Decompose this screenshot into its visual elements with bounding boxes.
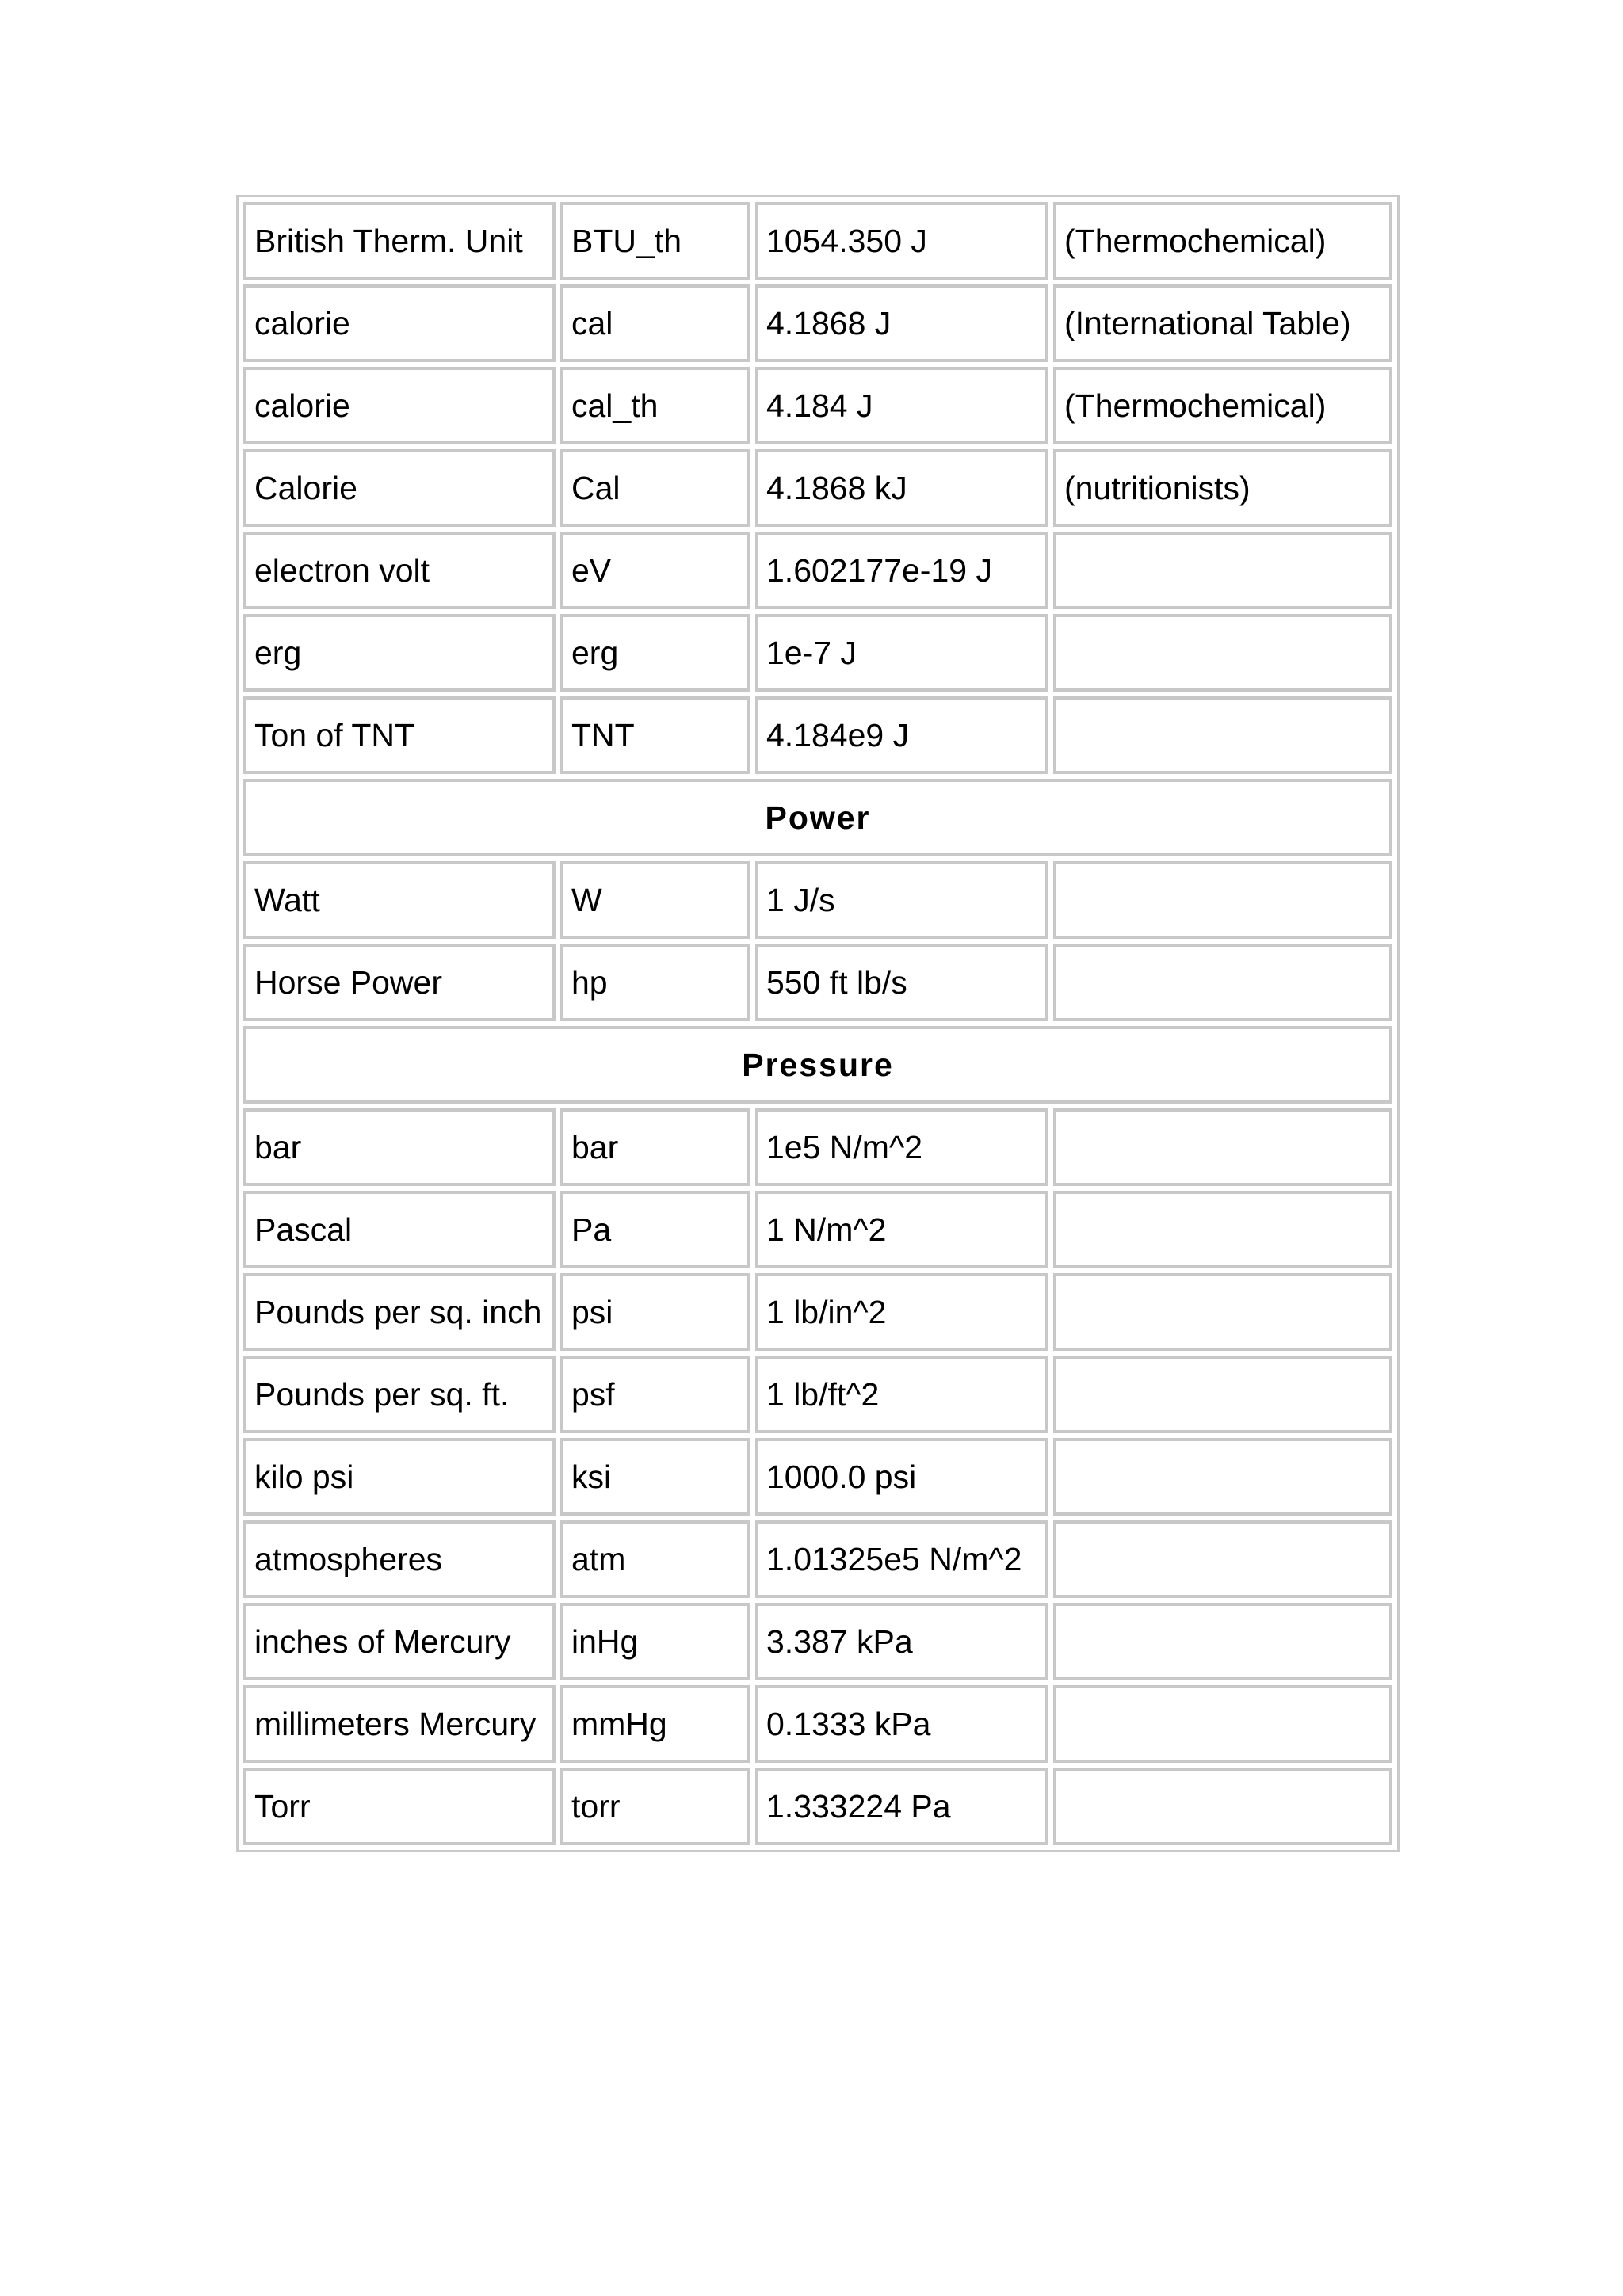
unit-symbol-cell: cal_th <box>560 367 750 444</box>
unit-symbol-cell: torr <box>560 1768 750 1845</box>
unit-note-cell: (Thermochemical) <box>1053 367 1392 444</box>
unit-symbol-cell: ksi <box>560 1438 750 1516</box>
unit-value-cell: 1 J/s <box>755 861 1048 939</box>
table-row <box>243 944 1392 1021</box>
unit-symbol-cell: bar <box>560 1108 750 1186</box>
unit-value-cell: 1.01325e5 N/m^2 <box>755 1520 1048 1598</box>
unit-name-cell: calorie <box>243 284 556 362</box>
unit-symbol-cell: cal <box>560 284 750 362</box>
unit-value-cell: 1e5 N/m^2 <box>755 1108 1048 1186</box>
unit-name-cell: Watt <box>243 861 556 939</box>
unit-name-cell: Pounds per sq. ft. <box>243 1356 556 1433</box>
unit-note-cell <box>1053 1520 1392 1598</box>
table-row <box>243 1108 1392 1186</box>
unit-symbol-cell: TNT <box>560 696 750 774</box>
unit-conversion-table <box>236 195 1400 1852</box>
unit-name-cell: Pascal <box>243 1191 556 1268</box>
unit-name-cell: millimeters Mercury <box>243 1685 556 1763</box>
unit-name-cell: bar <box>243 1108 556 1186</box>
table-row <box>243 1520 1392 1598</box>
unit-name-cell: British Therm. Unit <box>243 202 556 280</box>
unit-name-cell: atmospheres <box>243 1520 556 1598</box>
table-row <box>243 367 1392 444</box>
unit-symbol-cell: atm <box>560 1520 750 1598</box>
unit-value-cell: 4.1868 kJ <box>755 449 1048 527</box>
unit-name-cell: Pounds per sq. inch <box>243 1273 556 1351</box>
unit-note-cell <box>1053 1108 1392 1186</box>
unit-note-cell <box>1053 1768 1392 1845</box>
unit-name-cell: erg <box>243 614 556 692</box>
unit-symbol-cell: eV <box>560 532 750 609</box>
unit-name-cell: Ton of TNT <box>243 696 556 774</box>
unit-symbol-cell: erg <box>560 614 750 692</box>
unit-symbol-cell: psi <box>560 1273 750 1351</box>
unit-name-cell: electron volt <box>243 532 556 609</box>
unit-symbol-cell: Cal <box>560 449 750 527</box>
unit-value-cell: 1.602177e-19 J <box>755 532 1048 609</box>
unit-value-cell: 1054.350 J <box>755 202 1048 280</box>
unit-note-cell <box>1053 861 1392 939</box>
table-row <box>243 202 1392 280</box>
unit-note-cell: (Thermochemical) <box>1053 202 1392 280</box>
table-row <box>243 861 1392 939</box>
unit-note-cell <box>1053 1603 1392 1680</box>
unit-note-cell <box>1053 1273 1392 1351</box>
unit-value-cell: 1 N/m^2 <box>755 1191 1048 1268</box>
unit-value-cell: 0.1333 kPa <box>755 1685 1048 1763</box>
unit-note-cell <box>1053 1438 1392 1516</box>
table-row <box>243 1356 1392 1433</box>
section-heading-power: Power <box>243 779 1392 856</box>
unit-name-cell: kilo psi <box>243 1438 556 1516</box>
unit-value-cell: 550 ft lb/s <box>755 944 1048 1021</box>
unit-note-cell <box>1053 1685 1392 1763</box>
unit-name-cell: calorie <box>243 367 556 444</box>
unit-note-cell <box>1053 1191 1392 1268</box>
table-row <box>243 449 1392 527</box>
unit-symbol-cell: BTU_th <box>560 202 750 280</box>
unit-note-cell <box>1053 614 1392 692</box>
unit-symbol-cell: mmHg <box>560 1685 750 1763</box>
unit-value-cell: 1e-7 J <box>755 614 1048 692</box>
section-heading-pressure: Pressure <box>243 1026 1392 1104</box>
table-row <box>243 284 1392 362</box>
table-row <box>243 696 1392 774</box>
unit-note-cell <box>1053 696 1392 774</box>
unit-symbol-cell: W <box>560 861 750 939</box>
unit-note-cell <box>1053 944 1392 1021</box>
unit-note-cell <box>1053 532 1392 609</box>
table-row <box>243 1438 1392 1516</box>
unit-value-cell: 1 lb/ft^2 <box>755 1356 1048 1433</box>
table-row <box>243 1685 1392 1763</box>
unit-name-cell: Calorie <box>243 449 556 527</box>
unit-value-cell: 4.184 J <box>755 367 1048 444</box>
unit-value-cell: 4.1868 J <box>755 284 1048 362</box>
unit-symbol-cell: Pa <box>560 1191 750 1268</box>
section-heading-row <box>243 779 1392 856</box>
unit-symbol-cell: psf <box>560 1356 750 1433</box>
section-heading-row <box>243 1026 1392 1104</box>
unit-name-cell: Torr <box>243 1768 556 1845</box>
unit-value-cell: 4.184e9 J <box>755 696 1048 774</box>
unit-note-cell: (International Table) <box>1053 284 1392 362</box>
table-row <box>243 1603 1392 1680</box>
unit-name-cell: inches of Mercury <box>243 1603 556 1680</box>
unit-value-cell: 1000.0 psi <box>755 1438 1048 1516</box>
table-row <box>243 1273 1392 1351</box>
unit-name-cell: Horse Power <box>243 944 556 1021</box>
unit-value-cell: 3.387 kPa <box>755 1603 1048 1680</box>
table-row <box>243 1191 1392 1268</box>
unit-value-cell: 1 lb/in^2 <box>755 1273 1048 1351</box>
unit-symbol-cell: hp <box>560 944 750 1021</box>
unit-table-body <box>243 202 1392 1845</box>
unit-note-cell <box>1053 1356 1392 1433</box>
table-row <box>243 1768 1392 1845</box>
unit-symbol-cell: inHg <box>560 1603 750 1680</box>
unit-note-cell: (nutritionists) <box>1053 449 1392 527</box>
table-row <box>243 614 1392 692</box>
unit-value-cell: 1.333224 Pa <box>755 1768 1048 1845</box>
table-row <box>243 532 1392 609</box>
